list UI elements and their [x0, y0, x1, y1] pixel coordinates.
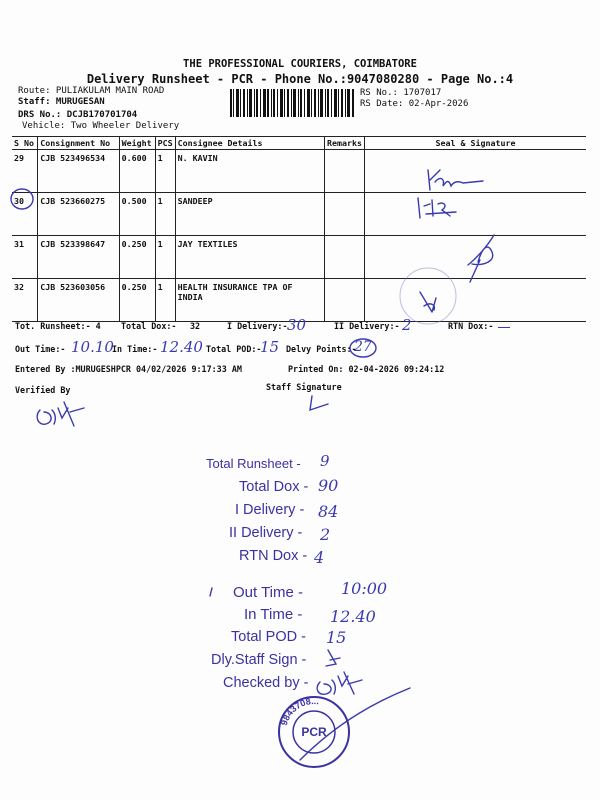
- i-delivery-label: I Delivery:-: [227, 321, 288, 331]
- stamp-total-dox-value: 90: [318, 476, 339, 495]
- stamp-in-time-label: In Time -: [244, 606, 303, 623]
- cell-consignee: SANDEEP: [175, 193, 324, 236]
- verified-by-label: Verified By: [15, 385, 71, 395]
- col-sno: S No: [12, 137, 38, 150]
- printed-on: Printed On: 02-04-2026 09:24:12: [288, 364, 445, 374]
- seal-ring-text: 9843708...: [278, 695, 320, 727]
- table-row: [12, 150, 586, 193]
- table-row: [12, 236, 586, 279]
- table-row: [12, 193, 586, 236]
- staff-signature-label: Staff Signature: [266, 382, 342, 392]
- cell-pcs: 1: [155, 193, 175, 236]
- delvy-points-label: Delvy Points:-: [286, 344, 357, 354]
- cell-weight: 0.250: [119, 236, 155, 279]
- drs-number: DRS No.: DCJB170701704: [18, 110, 138, 120]
- total-dox-value: 32: [190, 321, 201, 331]
- in-time-label: In Time:-: [112, 344, 158, 354]
- cell-consignment: CJB 523398647: [38, 236, 119, 279]
- cell-remarks: [325, 193, 365, 236]
- out-time-label: Out Time:-: [15, 344, 66, 354]
- ii-delivery-handwritten: 2: [402, 316, 412, 334]
- cell-pcs: 1: [155, 279, 175, 322]
- ii-delivery-label: II Delivery:-: [334, 321, 400, 331]
- stamp-summary-block: [196, 452, 456, 712]
- out-time-handwritten: 10.10: [71, 338, 114, 356]
- company-seal: [276, 694, 352, 770]
- stamp-out-time-value: 10:00: [341, 579, 388, 598]
- stamp-out-time-label: Out Time -: [233, 584, 304, 601]
- total-pod-label: Total POD:-: [206, 344, 262, 354]
- stamp-rtn-dox-label: RTN Dox -: [239, 548, 308, 564]
- rtn-dox-label: RTN Dox:-: [448, 321, 494, 331]
- col-consignment: Consignment No: [38, 137, 119, 150]
- total-pod-handwritten: 15: [260, 338, 280, 356]
- col-consignee: Consignee Details: [175, 137, 324, 150]
- i-delivery-handwritten: 30: [287, 316, 307, 334]
- seal-center-text: PCR: [301, 725, 327, 739]
- runsheet-subtitle: Delivery Runsheet - PCR - Phone No.:9047080280 - Page No.:4: [86, 72, 514, 86]
- cell-sno: 32: [12, 279, 38, 322]
- stamp-i-delivery-value: 84: [318, 502, 339, 521]
- cell-remarks: [325, 236, 365, 279]
- stamp-in-time-value: 12.40: [330, 607, 376, 626]
- cell-weight: 0.250: [119, 279, 155, 322]
- cell-signature: [364, 150, 586, 193]
- tot-runsheet: Tot. Runsheet:- 4: [15, 321, 101, 331]
- stamp-i-delivery-label: I Delivery -: [235, 502, 305, 518]
- runsheet-table: [12, 136, 586, 322]
- cell-consignment: CJB 523660275: [38, 193, 119, 236]
- col-pcs: PCS: [155, 137, 175, 150]
- cell-consignee: HEALTH INSURANCE TPA OF INDIA: [175, 279, 324, 322]
- stamp-total-dox-label: Total Dox -: [239, 479, 309, 495]
- cell-weight: 0.500: [119, 193, 155, 236]
- cell-consignee: N. KAVIN: [175, 150, 324, 193]
- col-remarks: Remarks: [325, 137, 365, 150]
- entered-by: Entered By :MURUGESHPCR 04/02/2026 9:17:33 AM: [15, 364, 242, 374]
- col-seal-signature: Seal & Signature: [364, 137, 586, 150]
- route-label: Route: PULIAKULAM MAIN ROAD: [18, 86, 165, 96]
- cell-signature: [364, 279, 586, 322]
- cell-pcs: 1: [155, 236, 175, 279]
- rtn-dox-dash: [498, 327, 510, 328]
- col-weight: Weight: [119, 137, 155, 150]
- in-time-handwritten: 12.40: [160, 338, 203, 356]
- stamp-total-runsheet-value: 9: [320, 452, 330, 470]
- cell-consignment: CJB 523496534: [38, 150, 119, 193]
- company-title: THE PROFESSIONAL COURIERS, COIMBATORE: [183, 58, 417, 70]
- delvy-points-handwritten: 27: [354, 339, 372, 355]
- cell-consignee: JAY TEXTILES: [175, 236, 324, 279]
- stamp-dly-staff-sign-label: Dly.Staff Sign -: [211, 652, 307, 668]
- staff-label: Staff: MURUGESAN: [18, 97, 105, 107]
- cell-signature: [364, 236, 586, 279]
- rs-number: RS No.: 1707017: [360, 88, 442, 98]
- rs-date: RS Date: 02-Apr-2026: [360, 99, 469, 109]
- cell-sno: 31: [12, 236, 38, 279]
- cell-signature: [364, 193, 586, 236]
- stamp-ii-delivery-value: 2: [320, 525, 331, 544]
- cell-remarks: [325, 279, 365, 322]
- cell-remarks: [325, 150, 365, 193]
- cell-pcs: 1: [155, 150, 175, 193]
- stamp-total-pod-label: Total POD -: [231, 629, 306, 645]
- cell-consignment: CJB 523603056: [38, 279, 119, 322]
- seal-circle-icon: [276, 694, 352, 770]
- vehicle-label: Vehicle: Two Wheeler Delivery: [22, 121, 180, 131]
- cell-sno: 30: [12, 193, 38, 236]
- barcode-image: [230, 89, 355, 117]
- cell-weight: 0.600: [119, 150, 155, 193]
- stamp-checked-by-label: Checked by -: [223, 675, 309, 691]
- stamp-total-pod-value: 15: [326, 628, 347, 647]
- stamp-ii-delivery-label: II Delivery -: [229, 525, 303, 541]
- stamp-total-runsheet-label: Total Runsheet -: [206, 456, 301, 471]
- table-header-row: [12, 137, 586, 150]
- total-dox-label: Total Dox:-: [121, 321, 177, 331]
- stamp-rtn-dox-value: 4: [314, 548, 325, 567]
- cell-sno: 29: [12, 150, 38, 193]
